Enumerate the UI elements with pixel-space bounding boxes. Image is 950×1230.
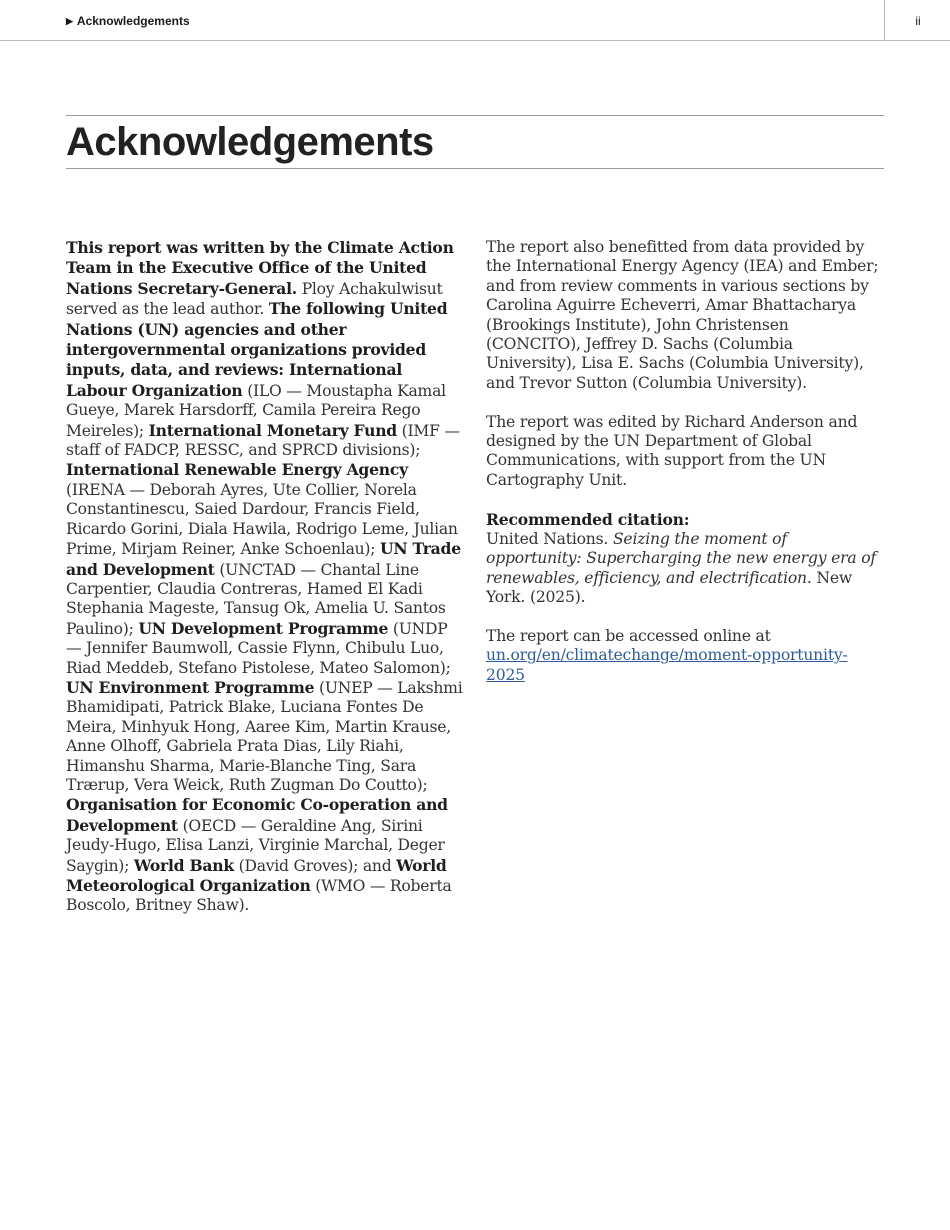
- title-bottom-rule: [66, 168, 884, 169]
- citation-title: Seizing the moment of opportunity: Supercharging the new energy era of renewables, efficiency, and electrification: [486, 530, 876, 587]
- citation-heading: Recommended citation:: [486, 509, 690, 529]
- unep-names: (UNEP — Lakshmi Bhamidipati, Patrick Blake, Luciana Fontes De Meira, Minhyuk Hong, Aaree Kim, Martin Krause, Anne Olhoff, Gabriela Prata Dias, Lily Riahi, Himanshu Sharma, Marie-Blanche Ting, Sara Trærup, Vera Weick, Ruth Zugman Do Coutto);: [66, 678, 463, 794]
- org-irena: International Renewable Energy Agency: [66, 460, 408, 480]
- citation-block: [486, 510, 886, 608]
- org-wmo: World Meteorological Organization: [66, 855, 447, 895]
- access-paragraph: [486, 627, 886, 685]
- lead-author-text: Ploy Achakulwisut served as the lead author.: [66, 279, 443, 319]
- org-imf: International Monetary Fund: [148, 420, 397, 440]
- header-divider: [884, 0, 885, 41]
- page-number: ii: [915, 14, 921, 28]
- irena-names: (IRENA — Deborah Ayres, Ute Collier, Norela Constantinescu, Saied Dardour, Francis Field, Ricardo Gorini, Diala Hawila, Rodrigo Leme, Julian Prime, Mirjam Reiner, Anke Schoenlau);: [66, 480, 458, 559]
- authorship-statement: This report was written by the Climate Action Team in the Executive Office of the United Nations Secretary-General.: [66, 238, 454, 298]
- title-top-rule: [66, 115, 884, 116]
- breadcrumb-label: Acknowledgements: [76, 14, 190, 28]
- data-sources-paragraph: The report also benefitted from data provided by the International Energy Agency (IEA) and Ember; and from review comments in various sections by Carolina Aguirre Echeverri, Amar Bhattacharya (Brookings Institute), John Christensen (CONCITO), Jeffrey D. Sachs (Columbia University), Lisa E. Sachs (Columbia University), and Trevor Sutton (Columbia University).: [486, 238, 879, 392]
- oecd-names: (OECD — Geraldine Ang, Sirini Jeudy-Hugo, Elisa Lanzi, Virginie Marchal, Deger Saygin);: [66, 816, 445, 875]
- imf-names: (IMF — staff of FADCP, RESSC, and SPRCD divisions);: [66, 421, 460, 460]
- undp-names: (UNDP — Jennifer Baumwoll, Cassie Flynn, Chibulu Luo, Riad Meddeb, Stefano Pistolese, Mateo Salomon);: [66, 619, 451, 677]
- contributors-intro: The following United Nations (UN) agencies and other intergovernmental organizations provided inputs, data, and reviews: International Labour Organization: [66, 299, 448, 400]
- report-link[interactable]: un.org/en/climatechange/moment-opportunity-2025: [486, 646, 848, 684]
- editing-paragraph: The report was edited by Richard Anderson and designed by the UN Department of Global Communications, with support from the UN Cartography Unit.: [486, 412, 858, 489]
- citation-tail: . New York. (2025).: [486, 568, 853, 607]
- unctad-names: (UNCTAD — Chantal Line Carpentier, Claudia Contreras, Hamed El Kadi Stephania Mageste, Tansug Ok, Amelia U. Santos Paulino);: [66, 560, 446, 638]
- world-bank-names: (David Groves); and: [233, 856, 397, 875]
- running-header: [0, 0, 950, 41]
- authors-paragraph: [66, 238, 466, 916]
- access-text: The report can be accessed online at: [486, 627, 771, 646]
- right-column: [486, 238, 886, 705]
- org-unep: UN Environment Programme: [66, 677, 315, 697]
- breadcrumb[interactable]: [66, 14, 190, 28]
- wmo-names: (WMO — Roberta Boscolo, Britney Shaw).: [66, 877, 452, 915]
- left-column: [66, 238, 466, 935]
- org-world-bank: World Bank: [133, 855, 234, 875]
- org-unctad: UN Trade and Development: [66, 539, 461, 579]
- ilo-names: (ILO — Moustapha Kamal Gueye, Marek Harsdorff, Camila Pereira Rego Meireles);: [66, 381, 446, 440]
- org-oecd: Organisation for Economic Co-operation and Development: [66, 795, 448, 835]
- page-title: Acknowledgements: [66, 120, 434, 164]
- citation-author: United Nations.: [486, 530, 613, 549]
- caret-right-icon: ▶: [66, 16, 73, 26]
- org-undp: UN Development Programme: [138, 618, 389, 638]
